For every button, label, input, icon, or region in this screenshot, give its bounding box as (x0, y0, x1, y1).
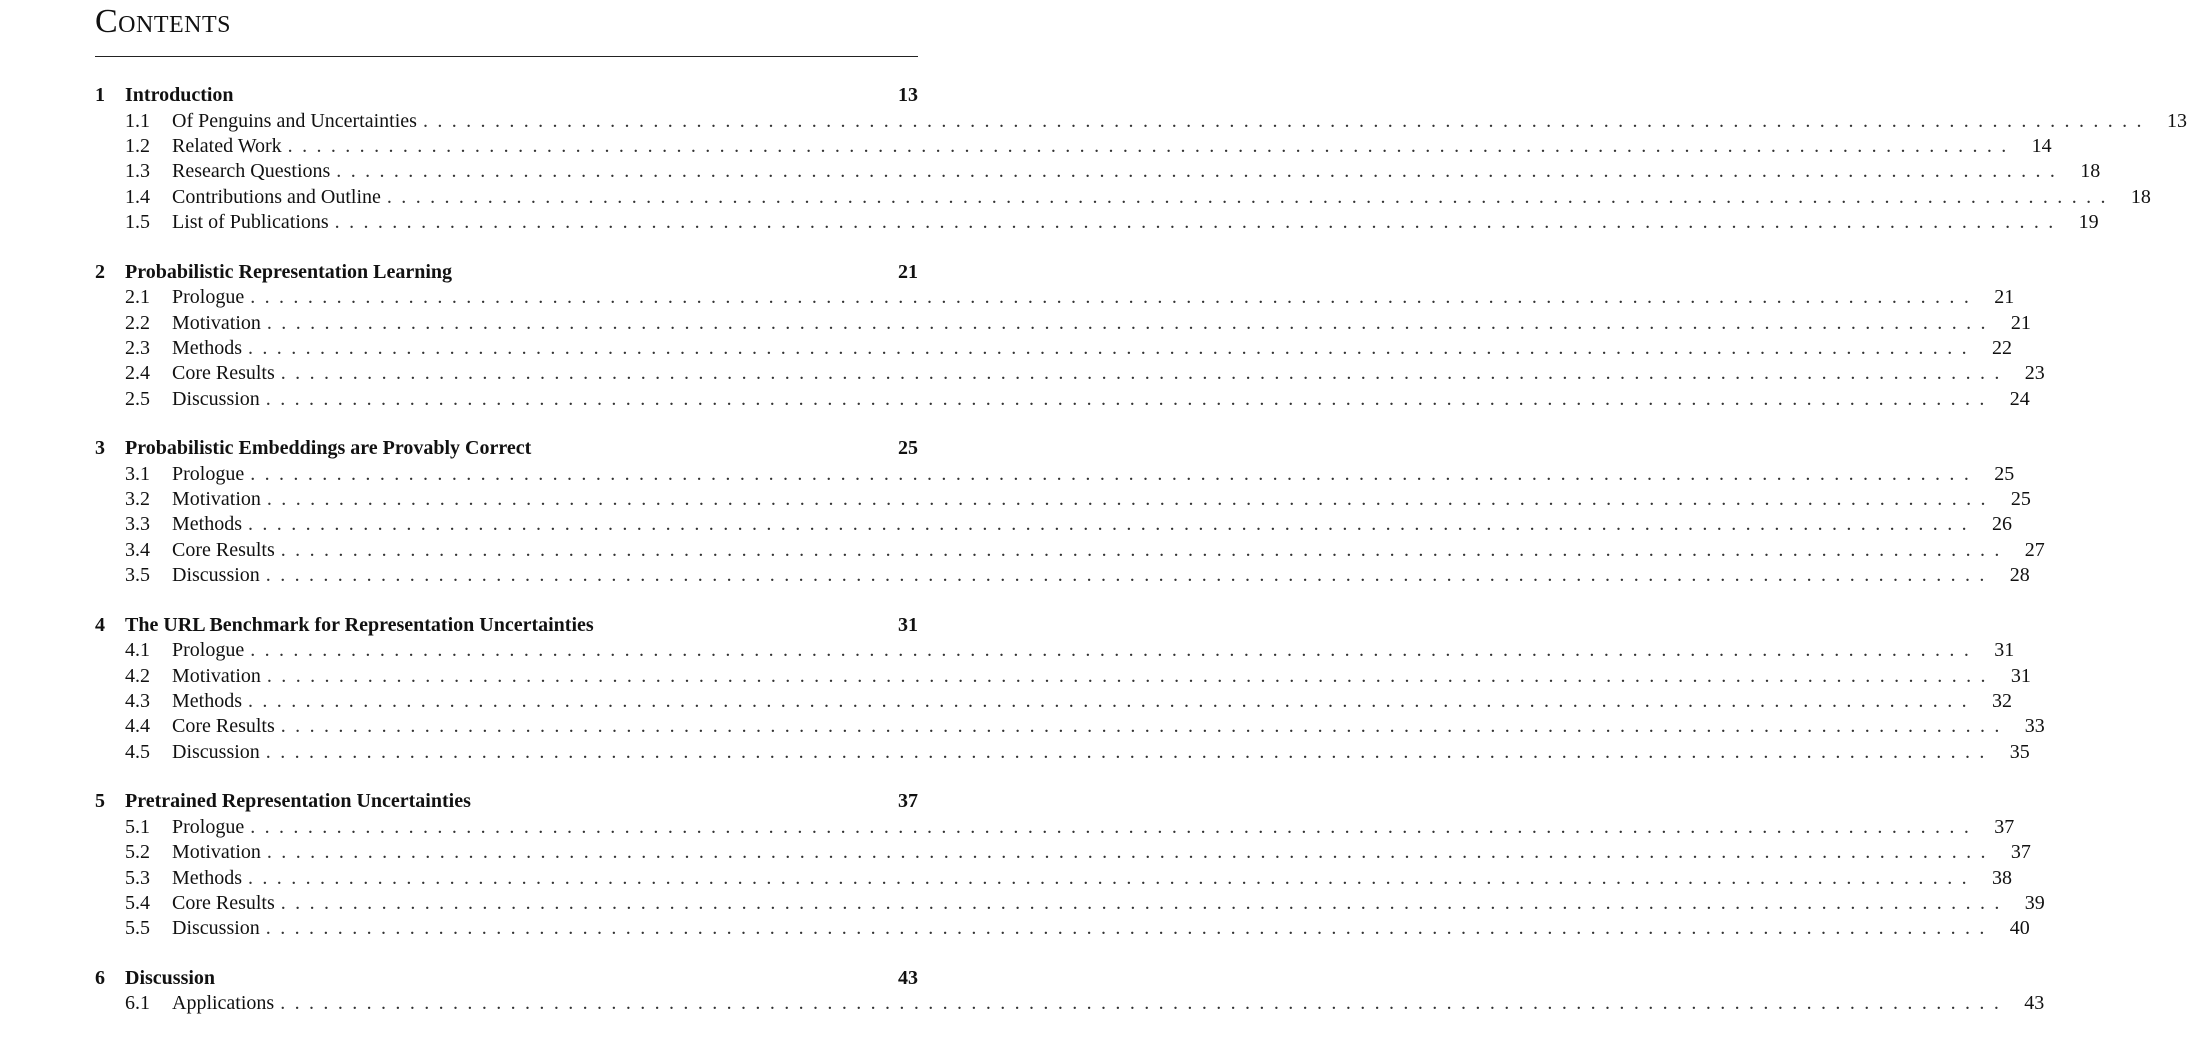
dot-leader: ........................................................................................................................ (280, 891, 2009, 914)
section-entry[interactable] (95, 917, 2030, 942)
section-number: 2.1 (125, 286, 150, 309)
dot-leader: ........................................................................................................................ (265, 564, 1994, 587)
chapter-entry[interactable] (95, 790, 918, 816)
section-number: 5.5 (125, 917, 150, 940)
section-entry[interactable] (95, 336, 2012, 362)
section-page-number: 31 (1994, 639, 2015, 662)
dot-leader: ........................................................................................................................ (250, 286, 1979, 309)
section-page-number: 26 (1992, 513, 2012, 536)
section-number: 5.2 (125, 841, 150, 864)
section-page-number: 13 (2166, 109, 2187, 132)
section-number: 4.4 (125, 715, 150, 738)
toc-page (95, 0, 2187, 1042)
section-number: 1.4 (125, 185, 150, 208)
chapter-number: 5 (95, 790, 105, 813)
dot-leader: ........................................................................................................................ (266, 841, 1995, 864)
section-title: Prologue (172, 815, 245, 838)
dot-leader: ........................................................................................................................ (250, 462, 1979, 485)
page-title: Contents (95, 3, 232, 40)
chapter-title: Introduction (125, 84, 234, 106)
section-number: 2.3 (125, 336, 150, 359)
section-page-number: 32 (1992, 690, 2012, 713)
chapter-title: Probabilistic Representation Learning (125, 260, 453, 283)
section-page-number: 43 (2024, 992, 2045, 1015)
toc-chapter (95, 613, 2045, 767)
section-page-number: 22 (1992, 336, 2012, 359)
dot-leader: ........................................................................................................................ (280, 362, 2009, 385)
section-page-number: 18 (2130, 185, 2151, 208)
section-title: Related Work (172, 134, 282, 157)
section-title: Core Results (172, 715, 275, 738)
section-entry[interactable] (95, 992, 2045, 1017)
section-title: Motivation (172, 841, 261, 864)
dot-leader: ........................................................................................................................ (266, 488, 1995, 511)
chapter-number: 4 (95, 613, 105, 636)
dot-leader: ........................................................................................................................ (386, 185, 2115, 208)
section-title: Methods (172, 866, 242, 889)
section-entry[interactable] (95, 841, 2031, 866)
section-title: Motivation (172, 311, 261, 334)
section-number: 3.3 (125, 513, 150, 536)
section-title: Research Questions (172, 160, 331, 183)
section-page-number: 24 (2009, 387, 2030, 410)
section-page-number: 37 (2010, 841, 2031, 864)
chapter-entry[interactable] (95, 967, 918, 993)
section-number: 4.5 (125, 740, 150, 763)
chapter-entry[interactable] (95, 84, 918, 110)
section-entry[interactable] (95, 109, 2187, 135)
chapter-number: 2 (95, 260, 105, 283)
dot-leader: ........................................................................................................................ (266, 311, 1995, 334)
section-page-number: 37 (1994, 815, 2015, 838)
section-number: 4.2 (125, 664, 150, 687)
section-number: 2.5 (125, 387, 150, 410)
section-number: 2.4 (125, 362, 150, 385)
section-entry[interactable] (95, 387, 2030, 413)
title-rule (95, 56, 918, 57)
dot-leader: ........................................................................................................................ (248, 336, 1976, 359)
section-page-number: 21 (2010, 311, 2031, 334)
dot-leader: ........................................................................................................................ (250, 815, 1979, 838)
section-title: Core Results (172, 891, 275, 914)
section-title: Core Results (172, 538, 275, 561)
dot-leader: ........................................................................................................................ (248, 866, 1976, 889)
section-entry[interactable] (95, 211, 2099, 236)
section-page-number: 28 (2009, 564, 2030, 587)
section-page-number: 25 (2010, 488, 2031, 511)
chapter-number: 6 (95, 966, 105, 989)
section-entry[interactable] (95, 462, 2015, 488)
section-title: Applications (172, 992, 275, 1015)
section-title: Prologue (172, 639, 245, 662)
dot-leader: ........................................................................................................................ (248, 513, 1976, 536)
dot-leader: ........................................................................................................................ (265, 387, 1994, 410)
dot-leader: ........................................................................................................................ (265, 917, 1994, 940)
toc-chapter (95, 790, 2045, 943)
section-entry[interactable] (95, 185, 2151, 211)
chapter-title: The URL Benchmark for Representation Uncertainties (125, 613, 594, 636)
dot-leader: ........................................................................................................................ (287, 134, 2016, 157)
dot-leader: ........................................................................................................................ (250, 639, 1979, 662)
section-entry[interactable] (95, 160, 2101, 185)
section-page-number: 40 (2009, 917, 2030, 940)
section-entry[interactable] (95, 815, 2015, 841)
section-title: List of Publications (172, 211, 329, 234)
dot-leader: ........................................................................................................................ (334, 211, 2063, 234)
section-page-number: 27 (2024, 538, 2045, 561)
dot-leader: ........................................................................................................................ (422, 109, 2151, 132)
section-entry[interactable] (95, 891, 2045, 917)
section-entry[interactable] (95, 134, 2052, 160)
dot-leader: ........................................................................................................................ (248, 690, 1976, 713)
dot-leader: ........................................................................................................................ (336, 160, 2065, 183)
section-title: Methods (172, 513, 242, 536)
section-page-number: 35 (2009, 740, 2030, 763)
chapter-title: Probabilistic Embeddings are Provably Correct (125, 437, 532, 460)
chapter-page-number: 43 (898, 966, 918, 989)
section-page-number: 21 (1994, 286, 2015, 309)
section-number: 2.2 (125, 311, 150, 334)
section-title: Discussion (172, 564, 260, 587)
chapter-page-number: 31 (898, 613, 918, 636)
section-number: 3.5 (125, 564, 150, 587)
section-entry[interactable] (95, 564, 2030, 589)
toc-chapter (95, 84, 2187, 237)
section-page-number: 19 (2078, 211, 2099, 234)
section-title: Contributions and Outline (172, 185, 381, 208)
section-page-number: 38 (1992, 866, 2012, 889)
chapter-page-number: 21 (898, 260, 918, 283)
dot-leader: ........................................................................................................................ (280, 992, 2009, 1015)
section-number: 1.5 (125, 211, 150, 234)
chapter-entry[interactable] (95, 614, 918, 640)
section-entry[interactable] (95, 513, 2012, 538)
dot-leader: ........................................................................................................................ (280, 715, 2009, 738)
section-entry[interactable] (95, 664, 2031, 690)
section-page-number: 23 (2024, 362, 2045, 385)
section-entry[interactable] (95, 538, 2045, 564)
section-title: Methods (172, 690, 242, 713)
section-number: 3.1 (125, 462, 150, 485)
section-number: 1.1 (125, 109, 150, 132)
section-entry[interactable] (95, 311, 2031, 337)
chapter-entry[interactable] (95, 437, 918, 463)
section-number: 3.2 (125, 488, 150, 511)
section-page-number: 31 (2010, 664, 2031, 687)
section-number: 6.1 (125, 992, 150, 1015)
section-number: 5.1 (125, 815, 150, 838)
section-entry[interactable] (95, 740, 2030, 766)
chapter-page-number: 13 (898, 84, 918, 106)
section-title: Discussion (172, 917, 260, 940)
section-title: Motivation (172, 664, 261, 687)
section-title: Discussion (172, 740, 260, 763)
section-title: Discussion (172, 387, 260, 410)
toc-list (95, 84, 2187, 1018)
toc-chapter (95, 437, 2045, 590)
dot-leader: ........................................................................................................................ (280, 538, 2009, 561)
section-number: 4.3 (125, 690, 150, 713)
section-entry[interactable] (95, 362, 2045, 387)
section-title: Motivation (172, 488, 261, 511)
chapter-entry[interactable] (95, 261, 918, 287)
section-entry[interactable] (95, 639, 2015, 664)
section-number: 1.2 (125, 134, 150, 157)
section-entry[interactable] (95, 866, 2012, 892)
chapter-number: 1 (95, 84, 105, 106)
section-number: 5.4 (125, 891, 150, 914)
section-page-number: 39 (2024, 891, 2045, 914)
chapter-page-number: 37 (898, 790, 918, 813)
section-entry[interactable] (95, 488, 2031, 513)
section-number: 5.3 (125, 866, 150, 889)
toc-chapter (95, 260, 2045, 414)
dot-leader: ........................................................................................................................ (266, 664, 1995, 687)
section-page-number: 25 (1994, 462, 2015, 485)
section-title: Prologue (172, 462, 245, 485)
section-number: 3.4 (125, 538, 150, 561)
chapter-title: Pretrained Representation Uncertainties (125, 790, 471, 813)
section-page-number: 33 (2024, 715, 2045, 738)
section-entry[interactable] (95, 715, 2045, 740)
toc-chapter (95, 966, 2045, 1018)
chapter-page-number: 25 (898, 437, 918, 460)
section-entry[interactable] (95, 690, 2012, 715)
section-entry[interactable] (95, 286, 2015, 311)
section-title: Of Penguins and Uncertainties (172, 109, 417, 132)
section-page-number: 18 (2080, 160, 2101, 183)
section-number: 4.1 (125, 639, 150, 662)
section-title: Methods (172, 336, 242, 359)
section-title: Prologue (172, 286, 245, 309)
section-page-number: 14 (2031, 134, 2052, 157)
dot-leader: ........................................................................................................................ (265, 740, 1994, 763)
section-title: Core Results (172, 362, 275, 385)
chapter-number: 3 (95, 437, 105, 460)
chapter-title: Discussion (125, 966, 216, 989)
section-number: 1.3 (125, 160, 150, 183)
